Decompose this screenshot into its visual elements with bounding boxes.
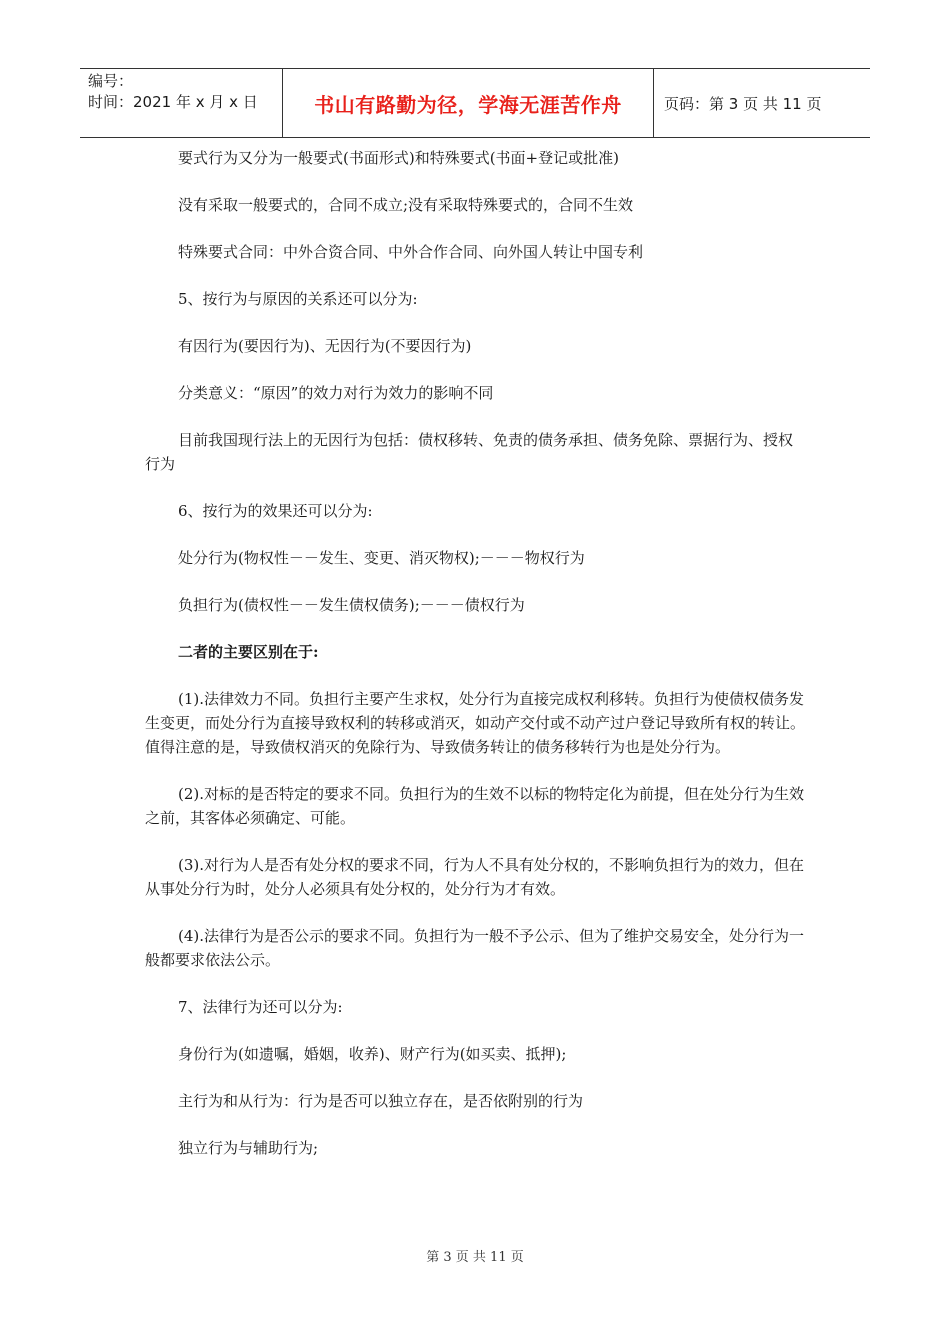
paragraph: 分类意义：“原因”的效力对行为效力的影响不同 (178, 384, 494, 402)
section-heading: 6、按行为的效果还可以分为: (178, 502, 373, 520)
paragraph: 处分行为(物权性－－发生、变更、消灭物权);－－－物权行为 (178, 549, 585, 567)
footer-page-number: 第 3 页 共 11 页 (426, 1250, 524, 1265)
paragraph: 没有采取一般要式的，合同不成立;没有采取特殊要式的，合同不生效 (178, 196, 634, 214)
paragraph: 目前我国现行法上的无因行为包括：债权移转、免责的债务承担、债务免除、票据行为、授权行为 (145, 431, 794, 473)
paragraph: 有因行为(要因行为)、无因行为(不要因行为) (178, 337, 472, 355)
document-body (145, 146, 805, 1183)
section-heading: 5、按行为与原因的关系还可以分为: (178, 290, 418, 308)
paragraph: 身份行为(如遗嘱，婚姻，收养)、财产行为(如买卖、抵押); (178, 1045, 567, 1063)
header-meta (80, 69, 282, 137)
paragraph: 要式行为又分为一般要式(书面形式)和特殊要式(书面+登记或批准) (178, 149, 619, 167)
bold-subheading: 二者的主要区别在于: (178, 643, 319, 661)
page-info-label: 页码：第 3 页 共 11 页 (664, 94, 822, 113)
paragraph: (1).法律效力不同。负担行主要产生求权，处分行为直接完成权利移转。负担行为使债权债务发生变更，而处分行为直接导致权利的转移或消灭，如动产交付或不动产过户登记导致所有权的转让。值得注意的是，导致债权消灭的免除行为、导致债务转让的债务移转行为也是处分行为。 (145, 690, 806, 756)
document-number-label: 编号： (88, 72, 134, 90)
paragraph: 主行为和从行为：行为是否可以独立存在，是否依附别的行为 (178, 1092, 584, 1110)
document-date-label: 时间：2021 年 x 月 x 日 (88, 93, 258, 111)
section-heading: 7、法律行为还可以分为: (178, 998, 343, 1016)
paragraph: 独立行为与辅助行为; (178, 1139, 319, 1157)
header-motto-cell (282, 69, 654, 137)
paragraph: (2).对标的是否特定的要求不同。负担行为的生效不以标的物特定化为前提，但在处分行为生效之前，其客体必须确定、可能。 (145, 785, 805, 827)
header-motto: 书山有路勤为径，学海无涯苦作舟 (314, 92, 622, 117)
paragraph: 特殊要式合同：中外合资合同、中外合作合同、向外国人转让中国专利 (178, 243, 644, 261)
page-header (80, 68, 870, 138)
paragraph: (4).法律行为是否公示的要求不同。负担行为一般不予公示、但为了维护交易安全，处分行为一般都要求依法公示。 (145, 927, 805, 969)
paragraph: (3).对行为人是否有处分权的要求不同，行为人不具有处分权的，不影响负担行为的效力，但在从事处分行为时，处分人必须具有处分权的，处分行为才有效。 (145, 856, 805, 898)
paragraph: 负担行为(债权性－－发生债权债务);－－－债权行为 (178, 596, 525, 614)
page-footer (0, 1246, 950, 1265)
header-page-info (654, 69, 870, 137)
